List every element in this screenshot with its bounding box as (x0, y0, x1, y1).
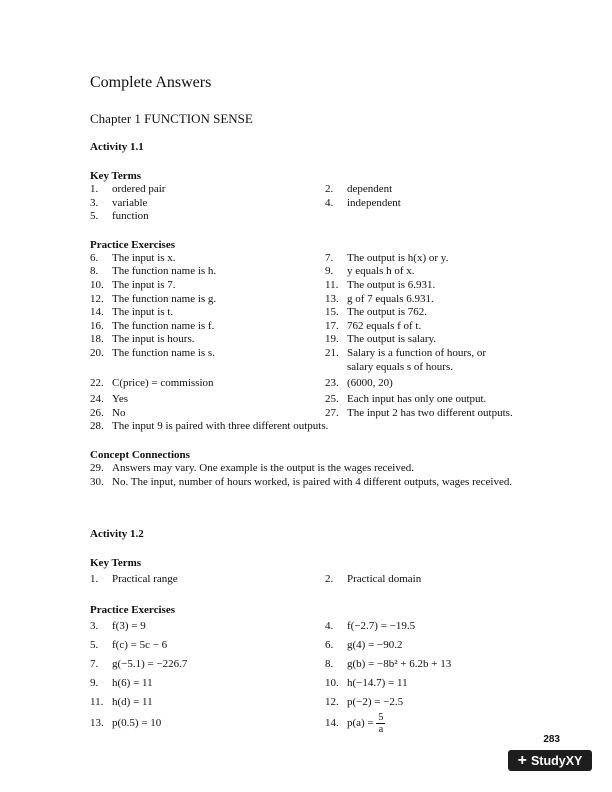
right-column (325, 570, 560, 589)
item-text-line: The output is 6.931. (347, 278, 436, 291)
item-text-line: The output is 762. (347, 306, 428, 319)
item-text (347, 320, 560, 334)
item-text (347, 293, 560, 307)
page-number: 283 (543, 734, 560, 745)
left-column (90, 693, 325, 712)
right-column (325, 674, 560, 693)
item-number: 6. (325, 639, 334, 652)
item-number: 23. (325, 377, 339, 390)
page-title: Complete Answers (90, 74, 212, 91)
item-number: 26. (90, 406, 104, 419)
left-column (90, 374, 325, 393)
item-text-line: The input 2 has two different outputs. (347, 406, 513, 419)
item-text-line: y equals h of x. (347, 265, 415, 278)
item-text-line: f(−2.7) = −19.5 (347, 620, 416, 633)
item-number: 6. (90, 251, 99, 264)
item-number: 29. (90, 461, 104, 474)
item-text (347, 712, 560, 735)
right-column (325, 306, 560, 320)
list-item (90, 617, 560, 636)
item-text-line: g of 7 equals 6.931. (347, 292, 434, 305)
item-number: 18. (90, 333, 104, 346)
item-text: The input is t. (112, 306, 174, 319)
right-column (325, 617, 560, 636)
item-text (347, 333, 560, 347)
item-text-line: g(4) = −90.2 (347, 639, 403, 652)
right-column (325, 655, 560, 674)
item-text: The input 9 is paired with three different outputs. (112, 420, 329, 433)
item-text-line: dependent (347, 183, 393, 195)
item-text (347, 674, 560, 693)
item-number: 11. (90, 696, 104, 709)
item-number: 30. (90, 475, 104, 488)
item-number: 21. (325, 346, 339, 359)
left-column (90, 293, 325, 307)
list-item (90, 183, 560, 197)
fraction-prefix: p(a) = (347, 717, 374, 730)
right-column (325, 393, 560, 407)
right-column (325, 407, 560, 421)
item-text (347, 197, 560, 211)
item-text: h(d) = 11 (112, 696, 153, 709)
item-number: 7. (325, 251, 334, 264)
list-item (90, 333, 560, 347)
right-column (325, 347, 560, 374)
item-number: 11. (325, 278, 339, 291)
item-text-line: The output is h(x) or y. (347, 251, 449, 264)
list-item (90, 306, 560, 320)
list-item (90, 636, 560, 655)
key-terms-list (90, 570, 560, 589)
item-text: f(c) = 5c − 6 (112, 639, 168, 652)
list-item (90, 407, 560, 421)
item-number: 12. (325, 696, 339, 709)
item-text: Yes (112, 393, 129, 406)
item-text: No (112, 406, 126, 419)
right-column (325, 210, 560, 224)
list-item (90, 476, 560, 490)
item-text (347, 570, 560, 589)
item-number: 2. (325, 183, 334, 195)
item-number: 10. (325, 677, 339, 690)
item-number: 22. (90, 377, 104, 390)
right-column (325, 374, 560, 393)
practice-exercises-list (90, 617, 560, 712)
item-text-line: independent (347, 196, 401, 209)
item-text-line: Practical domain (347, 573, 422, 586)
list-item (90, 252, 560, 266)
left-column (90, 570, 325, 589)
left-column (90, 617, 325, 636)
item-number: 3. (90, 620, 99, 633)
item-number: 17. (325, 319, 339, 332)
item-number: 1. (90, 573, 99, 586)
item-text: ordered pair (112, 183, 166, 195)
item-text-line: Each input has only one output. (347, 393, 487, 406)
item-text (347, 636, 560, 655)
item-number: 19. (325, 333, 339, 346)
fraction-denominator: a (378, 724, 384, 736)
right-column (325, 636, 560, 655)
activity-1-2-heading: Activity 1.2 (90, 528, 144, 541)
left-column (90, 333, 325, 347)
item-number: 16. (90, 319, 104, 332)
item-text-line: Salary is a function of hours, or (347, 346, 486, 359)
list-item (90, 570, 560, 589)
item-text (347, 617, 560, 636)
item-text: The function name is s. (112, 346, 215, 359)
left-column (90, 252, 325, 266)
list-item (90, 279, 560, 293)
right-column (325, 693, 560, 712)
item-text (347, 347, 560, 374)
practice-exercises-heading: Practice Exercises (90, 604, 176, 617)
key-terms-heading: Key Terms (90, 557, 142, 570)
left-column (90, 210, 325, 224)
key-terms-list (90, 183, 560, 224)
item-text-line: The output is salary. (347, 333, 437, 346)
item-number: 1. (90, 183, 99, 195)
item-number: 7. (90, 658, 99, 671)
left-column (90, 183, 325, 197)
item-number: 15. (325, 306, 339, 319)
item-number: 4. (325, 196, 334, 209)
list-item (90, 420, 560, 434)
item-number: 5. (90, 639, 99, 652)
item-text: The input is x. (112, 251, 176, 264)
list-item (90, 393, 560, 407)
chapter-heading: Chapter 1 FUNCTION SENSE (90, 111, 253, 126)
left-column (90, 306, 325, 320)
item-number: 13. (90, 717, 104, 730)
left-column (90, 636, 325, 655)
item-text (347, 393, 560, 407)
item-text: The input is hours. (112, 333, 195, 346)
item-number (325, 210, 347, 224)
item-text: Answers may vary. One example is the output is the wages received. (112, 461, 415, 474)
fraction (376, 712, 385, 735)
list-item (90, 712, 560, 735)
item-text: C(price) = commission (112, 377, 214, 390)
item-text: h(6) = 11 (112, 677, 153, 690)
plus-icon: + (517, 751, 527, 769)
list-item (90, 462, 560, 476)
item-text: No. The input, number of hours worked, is paired with 4 different outputs, wages received. (112, 475, 513, 488)
right-column (325, 279, 560, 293)
item-text-line: g(b) = −8b² + 6.2b + 13 (347, 658, 452, 671)
right-column (325, 197, 560, 211)
item-text: p(0.5) = 10 (112, 717, 162, 730)
item-text-line: 762 equals f of t. (347, 319, 422, 332)
item-number: 20. (90, 346, 104, 359)
item-text: g(−5.1) = −226.7 (112, 658, 188, 671)
item-text (347, 210, 560, 224)
list-item (90, 320, 560, 334)
item-text (347, 183, 560, 197)
item-text: The input is 7. (112, 278, 176, 291)
list-item (90, 210, 560, 224)
left-column (90, 407, 325, 421)
list-item (90, 655, 560, 674)
item-text: Practical range (112, 573, 178, 586)
item-number: 10. (90, 278, 104, 291)
item-number: 8. (325, 658, 334, 671)
item-number: 3. (90, 196, 99, 209)
item-number: 24. (90, 393, 104, 406)
list-item (90, 374, 560, 393)
list-item (90, 674, 560, 693)
item-number: 5. (90, 210, 99, 223)
item-text (347, 407, 560, 421)
studyxy-logo (508, 750, 592, 771)
item-text: variable (112, 196, 148, 209)
left-column (90, 320, 325, 334)
item-text: function (112, 210, 149, 223)
list-item (90, 693, 560, 712)
answer-page (90, 72, 560, 735)
left-column (90, 674, 325, 693)
item-number: 9. (90, 677, 99, 690)
item-number: 14. (90, 306, 104, 319)
left-column (90, 197, 325, 211)
list-item (90, 293, 560, 307)
item-number: 4. (325, 620, 334, 633)
key-terms-heading: Key Terms (90, 170, 142, 182)
right-column (325, 252, 560, 266)
practice-exercises-list (90, 252, 560, 421)
item-text (347, 252, 560, 266)
item-number: 14. (325, 717, 339, 730)
right-column (325, 265, 560, 279)
item-text (347, 279, 560, 293)
list-item (90, 265, 560, 279)
left-column (90, 393, 325, 407)
right-column (325, 293, 560, 307)
item-number: 8. (90, 265, 99, 278)
left-column (90, 279, 325, 293)
concept-connections-heading: Concept Connections (90, 448, 190, 461)
right-column (325, 183, 560, 197)
item-text (347, 693, 560, 712)
item-number: 13. (325, 292, 339, 305)
item-text: The function name is h. (112, 265, 217, 278)
list-item (90, 347, 560, 374)
item-text: The function name is f. (112, 319, 215, 332)
fraction-numerator: 5 (378, 712, 384, 724)
item-number: 9. (325, 265, 334, 278)
list-item (90, 197, 560, 211)
item-text (347, 306, 560, 320)
left-column (90, 347, 325, 374)
item-number: 27. (325, 406, 339, 419)
right-column (325, 320, 560, 334)
item-text-line: (6000, 20) (347, 377, 393, 390)
item-text-line: salary equals s of hours. (347, 360, 454, 373)
item-text: The function name is g. (112, 292, 217, 305)
practice-exercises-heading: Practice Exercises (90, 238, 176, 251)
item-number: 2. (325, 573, 334, 586)
item-text (347, 374, 560, 393)
logo-text: StudyXY (530, 753, 583, 768)
item-number: 12. (90, 292, 104, 305)
left-column (90, 265, 325, 279)
item-number: 25. (325, 393, 339, 406)
item-text: f(3) = 9 (112, 620, 146, 633)
left-column (90, 655, 325, 674)
item-text (347, 265, 560, 279)
item-number: 28. (90, 420, 104, 433)
item-text (347, 655, 560, 674)
activity-1-1-heading: Activity 1.1 (90, 141, 144, 153)
item-text-line: p(−2) = −2.5 (347, 696, 404, 709)
right-column (325, 333, 560, 347)
item-text-line: h(−14.7) = 11 (347, 677, 408, 690)
